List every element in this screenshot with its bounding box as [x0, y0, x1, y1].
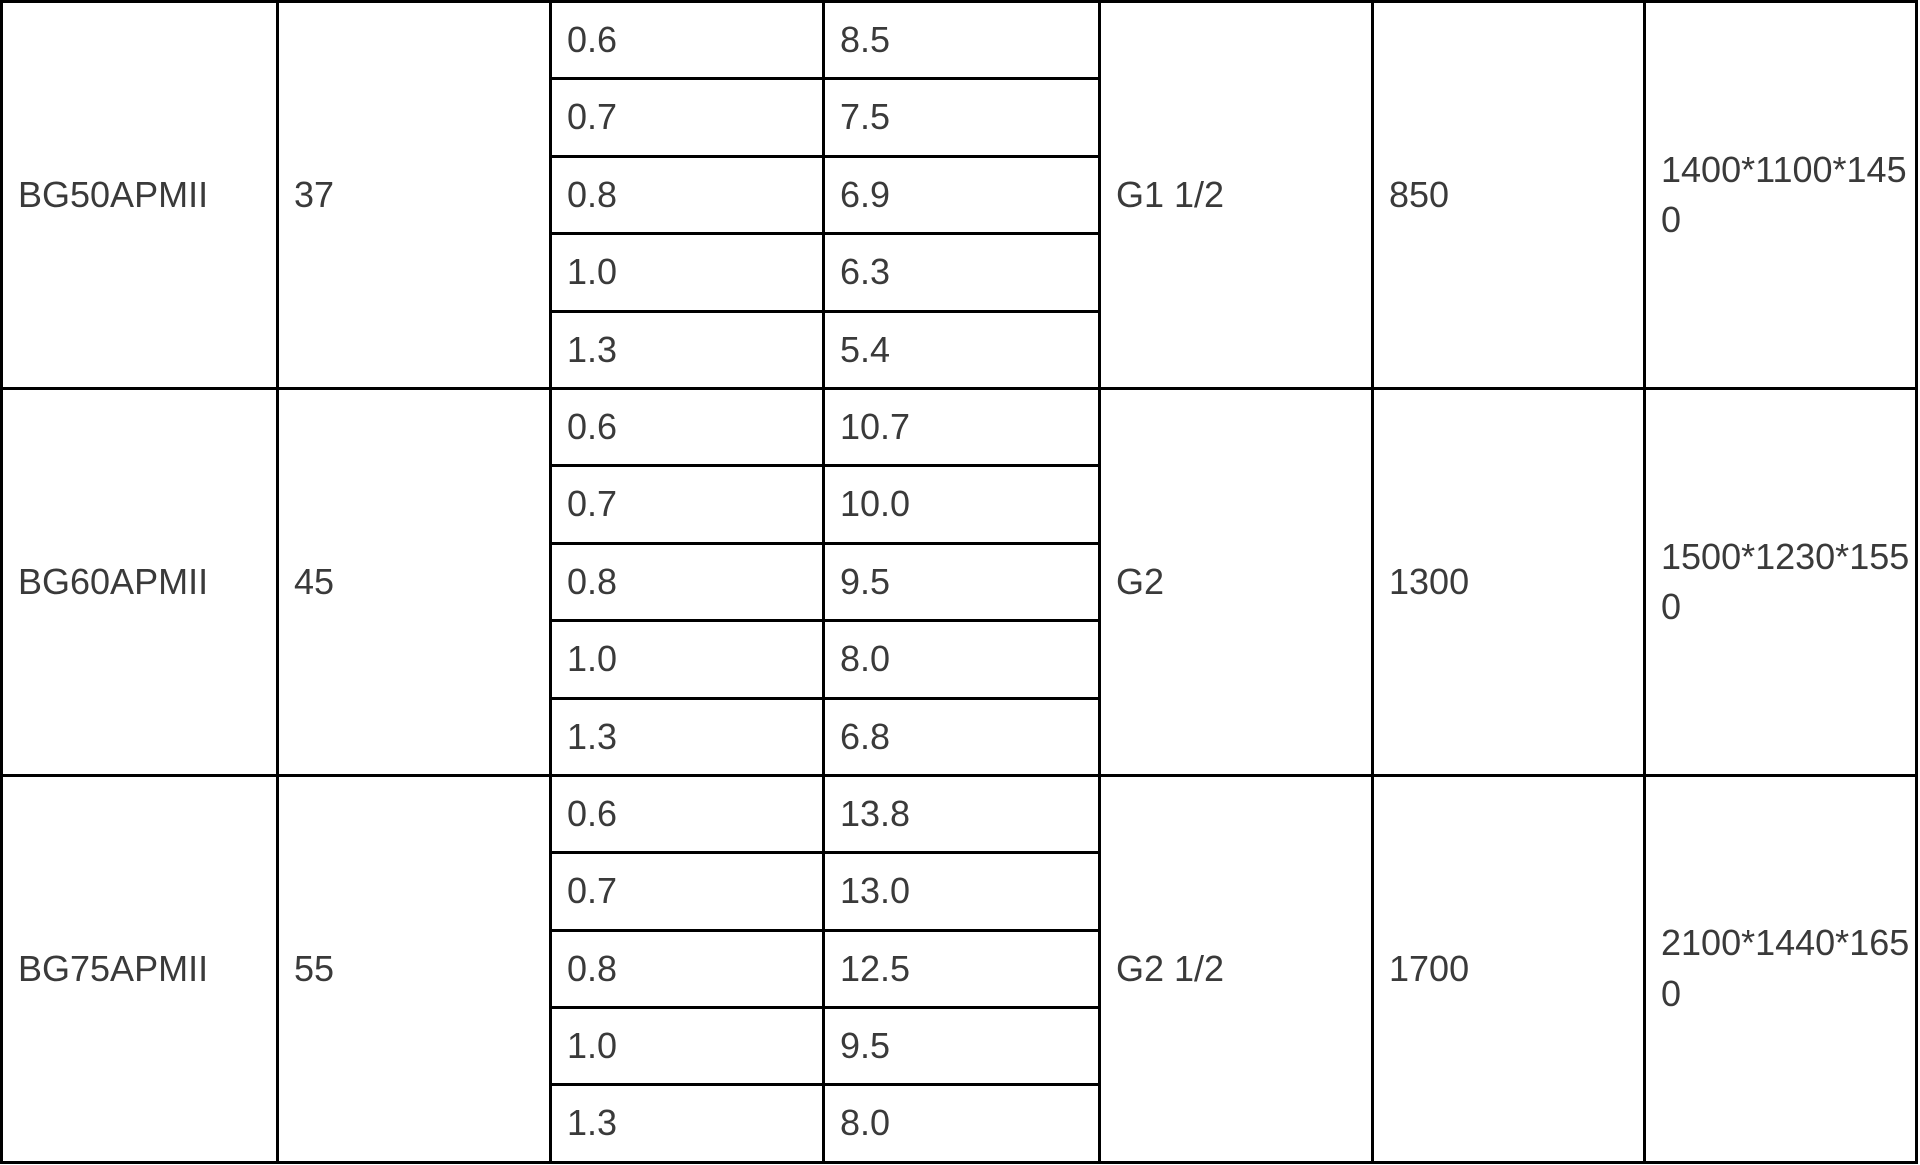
- thread-cell: G2: [1100, 388, 1373, 775]
- flow-cell: 6.8: [824, 698, 1100, 775]
- pressure-cell: 0.8: [551, 930, 824, 1007]
- flow-cell: 8.0: [824, 1085, 1100, 1162]
- pressure-cell: 1.3: [551, 698, 824, 775]
- weight-cell: 1700: [1373, 775, 1645, 1162]
- thread-cell: G1 1/2: [1100, 2, 1373, 389]
- model-cell: BG60APMII: [2, 388, 278, 775]
- pressure-cell: 1.0: [551, 1008, 824, 1085]
- power-cell: 37: [278, 2, 551, 389]
- flow-cell: 8.5: [824, 2, 1100, 79]
- flow-cell: 12.5: [824, 930, 1100, 1007]
- pressure-cell: 1.3: [551, 311, 824, 388]
- pressure-cell: 0.6: [551, 775, 824, 852]
- pressure-cell: 0.7: [551, 466, 824, 543]
- flow-cell: 6.9: [824, 156, 1100, 233]
- thread-cell: G2 1/2: [1100, 775, 1373, 1162]
- flow-cell: 13.8: [824, 775, 1100, 852]
- pressure-cell: 1.0: [551, 234, 824, 311]
- pressure-cell: 0.6: [551, 2, 824, 79]
- table-row: [2, 388, 1917, 465]
- power-cell: 45: [278, 388, 551, 775]
- flow-cell: 9.5: [824, 543, 1100, 620]
- pressure-cell: 0.8: [551, 156, 824, 233]
- model-cell: BG50APMII: [2, 2, 278, 389]
- power-cell: 55: [278, 775, 551, 1162]
- flow-cell: 10.0: [824, 466, 1100, 543]
- table-row: [2, 2, 1917, 79]
- dimensions-cell: 1400*1100*1450: [1645, 2, 1917, 389]
- flow-cell: 7.5: [824, 79, 1100, 156]
- weight-cell: 1300: [1373, 388, 1645, 775]
- pressure-cell: 0.7: [551, 853, 824, 930]
- weight-cell: 850: [1373, 2, 1645, 389]
- flow-cell: 5.4: [824, 311, 1100, 388]
- flow-cell: 10.7: [824, 388, 1100, 465]
- flow-cell: 13.0: [824, 853, 1100, 930]
- flow-cell: 8.0: [824, 621, 1100, 698]
- dimensions-cell: 2100*1440*1650: [1645, 775, 1917, 1162]
- pressure-cell: 0.6: [551, 388, 824, 465]
- dimensions-cell: 1500*1230*1550: [1645, 388, 1917, 775]
- pressure-cell: 1.3: [551, 1085, 824, 1162]
- pressure-cell: 1.0: [551, 621, 824, 698]
- pressure-cell: 0.7: [551, 79, 824, 156]
- flow-cell: 9.5: [824, 1008, 1100, 1085]
- pressure-cell: 0.8: [551, 543, 824, 620]
- model-cell: BG75APMII: [2, 775, 278, 1162]
- flow-cell: 6.3: [824, 234, 1100, 311]
- table-row: [2, 775, 1917, 852]
